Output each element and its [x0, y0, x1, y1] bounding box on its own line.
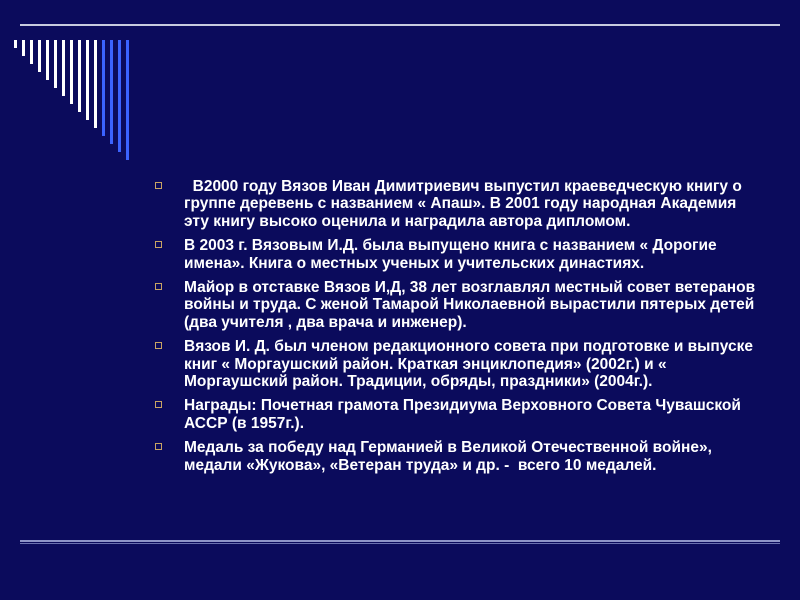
top-divider — [20, 24, 780, 26]
list-item — [152, 397, 762, 432]
list-item-text: В2000 году Вязов Иван Димитриевич выпустил краеведческую книгу о группе деревень с названием « Апаш». В 2001 году народная Академия эту книгу высоко оценила и наградила автора дипломом. — [184, 178, 747, 230]
square-bullet-icon — [155, 342, 162, 349]
list-item-text: В 2003 г. Вязовым И.Д. была выпущено книга с названием « Дорогие имена». Книга о местных ученых и учительских династиях. — [184, 237, 721, 272]
list-item-text: Майор в отставке Вязов И,Д, 38 лет возглавлял местный совет ветеранов войны и труда. С женой Тамарой Николаевной вырастили пятерых детей (два учителя , два врача и инженер). — [184, 279, 760, 331]
list-item-text: Награды: Почетная грамота Президиума Верховного Совета Чувашской АССР (в 1957г.). — [184, 397, 746, 432]
list-item-text: Вязов И. Д. был членом редакционного совета при подготовке и выпуске книг « Моргаушский район. Краткая энциклопедия» (2002г.) и « Моргаушский район. Традиции, обряды, праздники» (2004г.). — [184, 338, 758, 391]
list-item — [152, 279, 762, 331]
square-bullet-icon — [155, 182, 162, 189]
bullet-list — [152, 178, 762, 481]
list-item-text: Медаль за победу над Германией в Великой Отечественной войне», медали «Жукова», «Ветеран труда» и др. - всего 10 медалей. — [184, 439, 717, 474]
list-item — [152, 237, 762, 272]
list-item — [152, 178, 762, 230]
square-bullet-icon — [155, 401, 162, 408]
square-bullet-icon — [155, 283, 162, 290]
square-bullet-icon — [155, 443, 162, 450]
bottom-divider-shadow — [20, 543, 780, 544]
square-bullet-icon — [155, 241, 162, 248]
list-item — [152, 439, 762, 474]
bottom-divider — [20, 540, 780, 542]
list-item — [152, 338, 762, 390]
